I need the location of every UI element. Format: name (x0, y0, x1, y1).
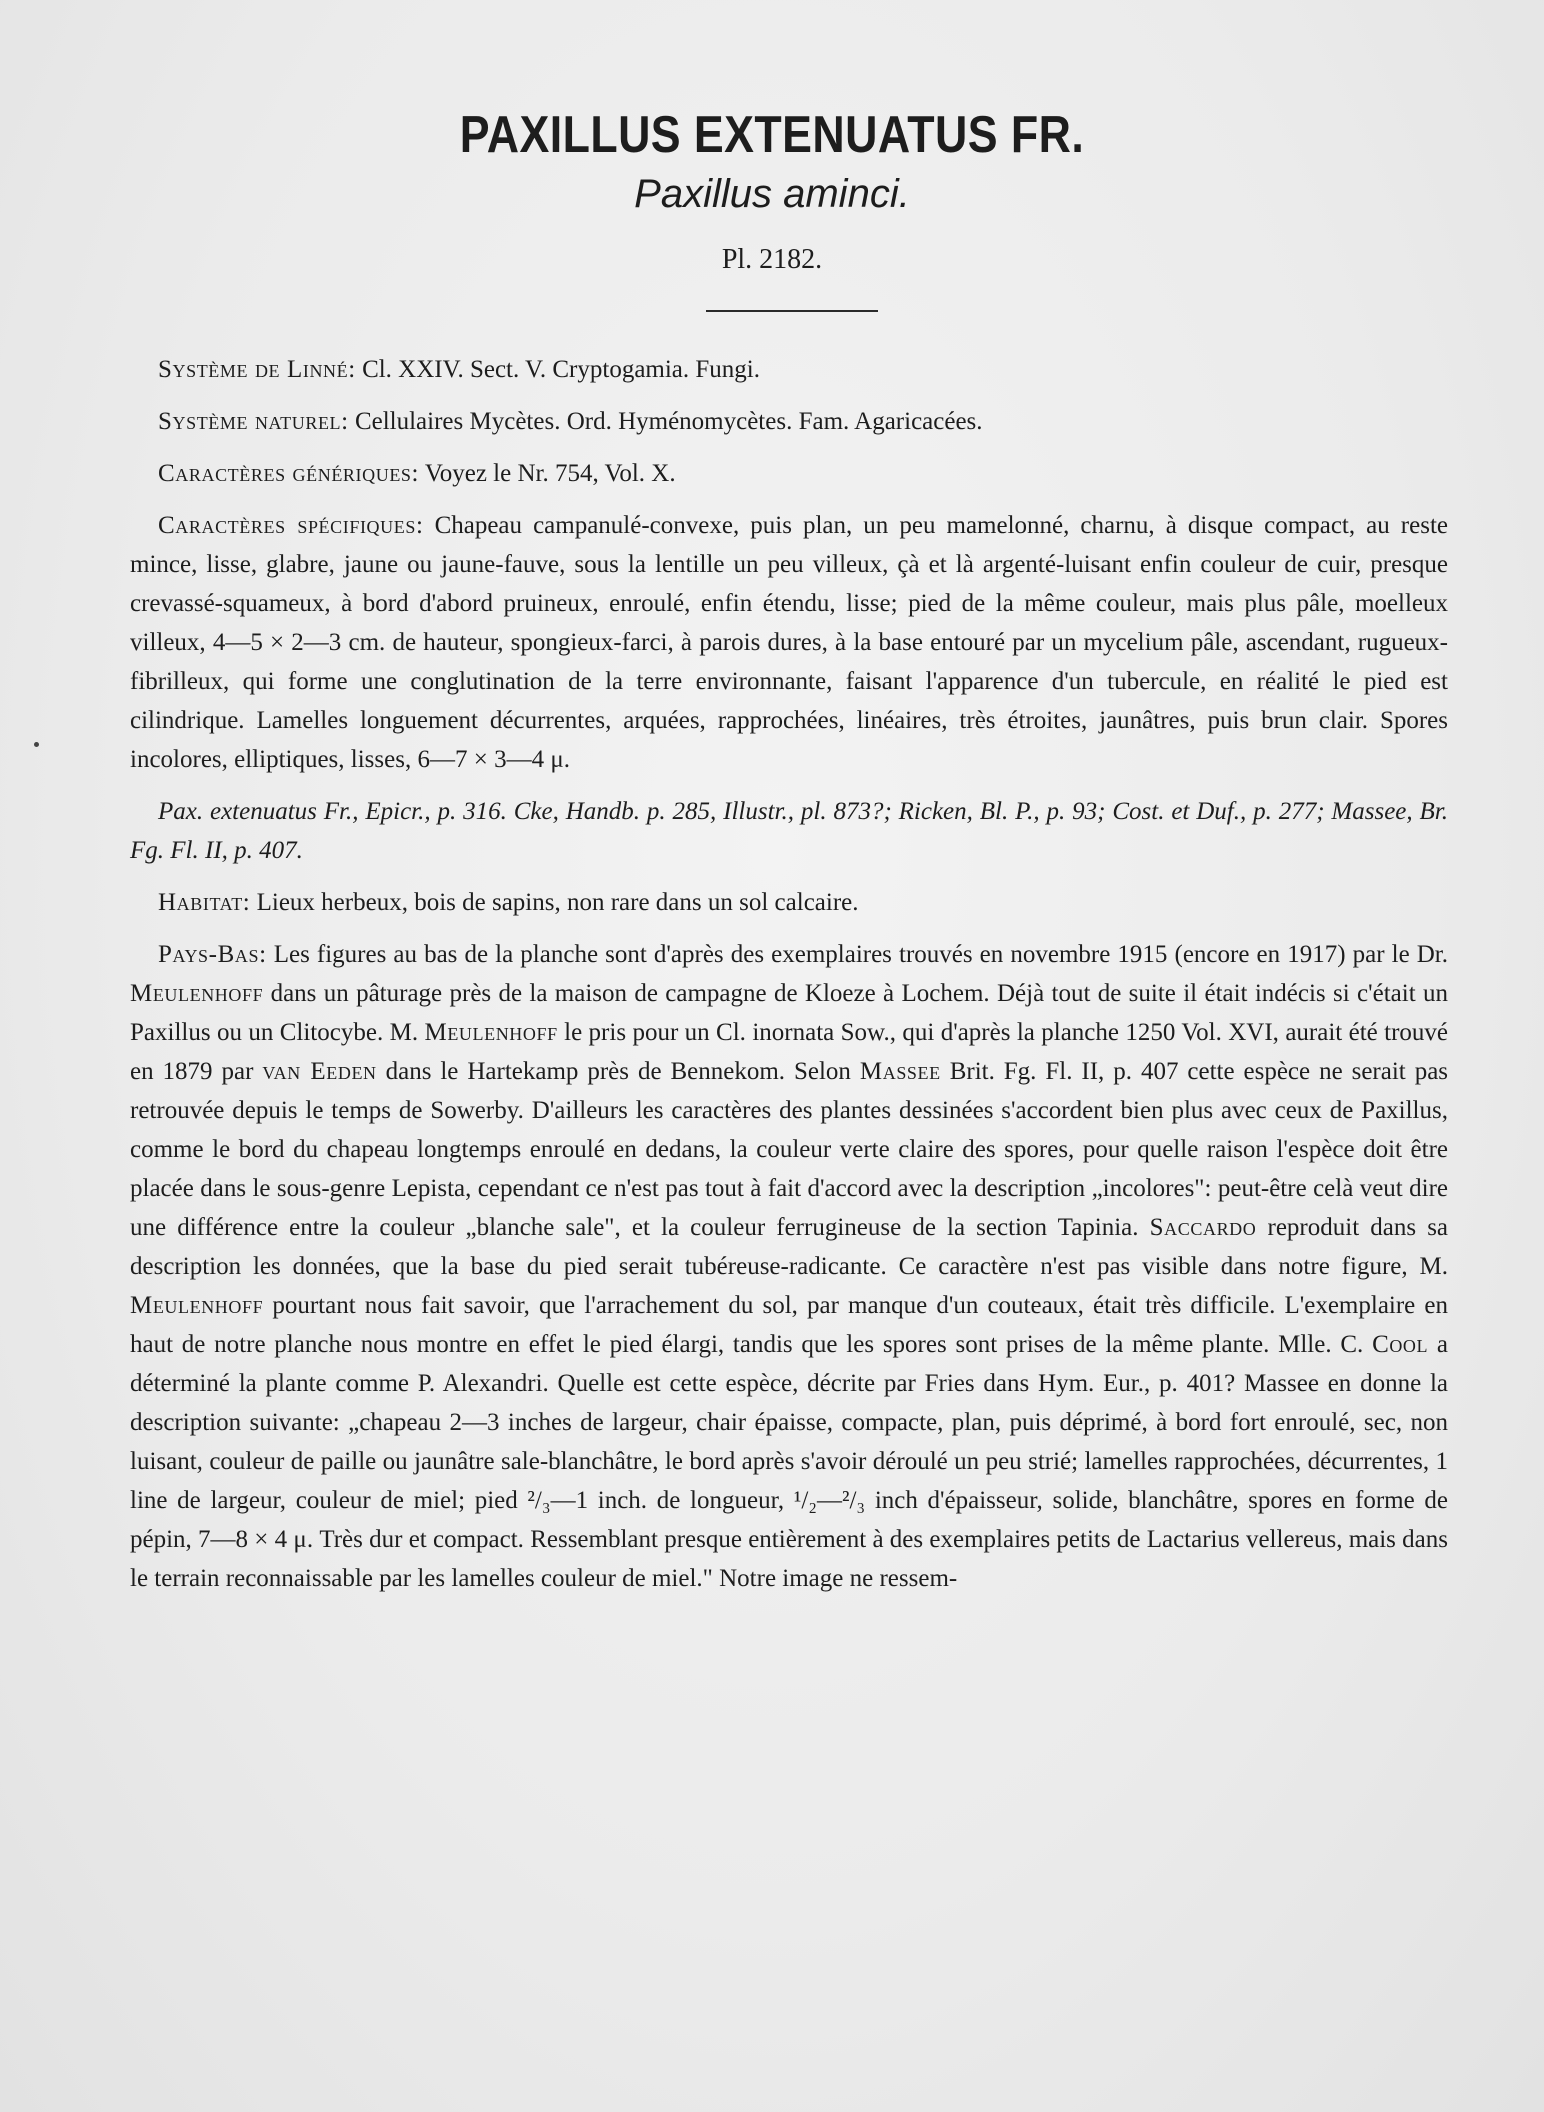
body-text (130, 350, 1448, 1611)
text-habitat: Lieux herbeux, bois de sapins, non rare dans un sol calcaire. (256, 889, 859, 916)
text-linne: Cl. XXIV. Sect. V. Cryptogamia. Fungi. (362, 356, 760, 383)
page-title: PAXILLUS EXTENUATUS FR. (459, 106, 1085, 164)
paragraph-references: Pax. extenuatus Fr., Epicr., p. 316. Cke, Handb. p. 285, Illustr., pl. 873?; Ricken, Bl. P., p. 93; Cost. et Duf., p. 277; Massee, Br. Fg. Fl. II, p. 407. (130, 798, 1448, 864)
text-specifiques: Chapeau campanulé-convexe, puis plan, un peu mamelonné, charnu, à disque compact, au reste mince, lisse, glabre, jaune ou jaune-fauve, sous la lentille un peu villeux, çà et là argenté-luisant enfin couleur de cuir, presque crevassé-squameux, à bord d'abord pruineux, enroulé, enfin étendu, lisse; pied de la même couleur, mais plus pâle, moelleux villeux, 4—5 × 2—3 cm. de hauteur, spongieux-farci, à parois dures, à la base entouré par un mycelium pâle, ascendant, rugueux-fibrilleux, qui forme une conglutination de la terre environnante, faisant l'apparence d'un tubercule, en réalité le pied est cilindrique. Lamelles longuement décurrentes, arquées, rapprochées, linéaires, très étroites, jaunâtres, puis brun clair. Spores incolores, elliptiques, lisses, 6—7 × 3—4 μ. (130, 512, 1448, 773)
label-specifiques: Caractères spécifiques: (158, 512, 424, 539)
name-massee: Massee (859, 1058, 941, 1085)
paragraph-paysbas (130, 935, 1448, 1598)
paragraph-habitat (130, 883, 1448, 922)
text-naturel: Cellulaires Mycètes. Ord. Hyménomycètes. Fam. Agaricacées. (354, 408, 983, 435)
text-paysbas-2: dans un pâturage près de la maison de campagne de Kloeze à Lochem. Déjà tout de suite il était indécis si c'était un Paxillus ou un Clitocybe. M. (130, 980, 1448, 1046)
label-generiques: Caractères génériques: (158, 460, 420, 487)
name-cool: Cool (1372, 1331, 1429, 1358)
page-subtitle: Paxillus aminci. (634, 172, 910, 216)
name-meulenhoff-2: Meulenhoff (424, 1019, 558, 1046)
paragraph-specifiques (130, 506, 1448, 779)
text-paysbas-7: pourtant nous fait savoir, que l'arrachement du sol, par manque d'un couteaux, était très difficile. L'exemplaire en haut de notre planche nous montre en effet le pied élargi, tandis que les spores sont prises de la même plante. Mlle. C. (130, 1292, 1448, 1358)
text-paysbas-1: Les figures au bas de la planche sont d'après des exemplaires trouvés en novembre 1915 (encore en 1917) par le Dr. (273, 941, 1448, 968)
text-paysbas-3: le pris pour un Cl. inornata Sow., qui d'après la planche 1250 Vol. XVI, aurait été trouvé en 1879 par (130, 1019, 1449, 1085)
text-paysbas-8: a déterminé la plante comme P. Alexandri. Quelle est cette espèce, décrite par Fries dans Hym. Eur., p. 401? Massee en donne la description suivante: „chapeau 2—3 inches de largeur, chair épaisse, compacte, plan, puis déprimé, à bord fort enroulé, sec, non luisant, couleur de paille ou jaunâtre sale-blanchâtre, le bord après s'avoir déroulé un peu strié; lamelles rapprochées, décurrentes, 1 line de largeur, couleur de miel; pied ²/₃—1 inch. de longueur, ¹/₂—²/₃ inch d'épaisseur, solide, blanchâtre, spores en forme de pépin, 7—8 × 4 μ. Très dur et compact. Ressemblant presque entièrement à des exemplaires petits de Lactarius vellereus, mais dans le terrain reconnaissable par les lamelles couleur de miel." Notre image ne ressem- (130, 1331, 1449, 1592)
text-paysbas-6: reproduit dans sa description les données, que la base du pied serait tubéreuse-radicante. Ce caractère n'est pas visible dans notre figure, M. (130, 1214, 1449, 1280)
title-rule (706, 310, 878, 312)
text-paysbas-5: Brit. Fg. Fl. II, p. 407 cette espèce ne serait pas retrouvée depuis le temps de Sowerby. D'ailleurs les caractères des plantes dessinées s'accordent bien plus avec ceux de Paxillus, comme le bord du chapeau longtemps enroulé en dedans, la couleur verte claire des spores, pour quelle raison l'espèce doit être placée dans le sous-genre Lepista, cependant ce n'est pas tout à fait d'accord avec la description „incolores": peut-être celà veut dire une différence entre la couleur „blanche sale", et la couleur ferrugineuse de la section Tapinia. (130, 1058, 1449, 1241)
name-meulenhoff-1: Meulenhoff (130, 980, 264, 1007)
margin-speck (34, 742, 39, 747)
paragraph-generiques (130, 454, 1448, 493)
paragraph-naturel (130, 402, 1448, 441)
name-van-eeden: van Eeden (262, 1058, 377, 1085)
label-habitat: Habitat: (158, 889, 251, 916)
label-linne: Système de Linné: (158, 356, 356, 383)
plate-number: Pl. 2182. (721, 244, 823, 275)
label-paysbas: Pays-Bas: (158, 941, 267, 968)
label-naturel: Système naturel: (158, 408, 349, 435)
name-meulenhoff-3: Meulenhoff (130, 1292, 264, 1319)
name-saccardo: Saccardo (1149, 1214, 1257, 1241)
title-block (0, 105, 1544, 277)
paragraph-linne (130, 350, 1448, 389)
text-generiques: Voyez le Nr. 754, Vol. X. (424, 460, 676, 487)
text-paysbas-4: dans le Hartekamp près de Bennekom. Selon (385, 1058, 851, 1085)
